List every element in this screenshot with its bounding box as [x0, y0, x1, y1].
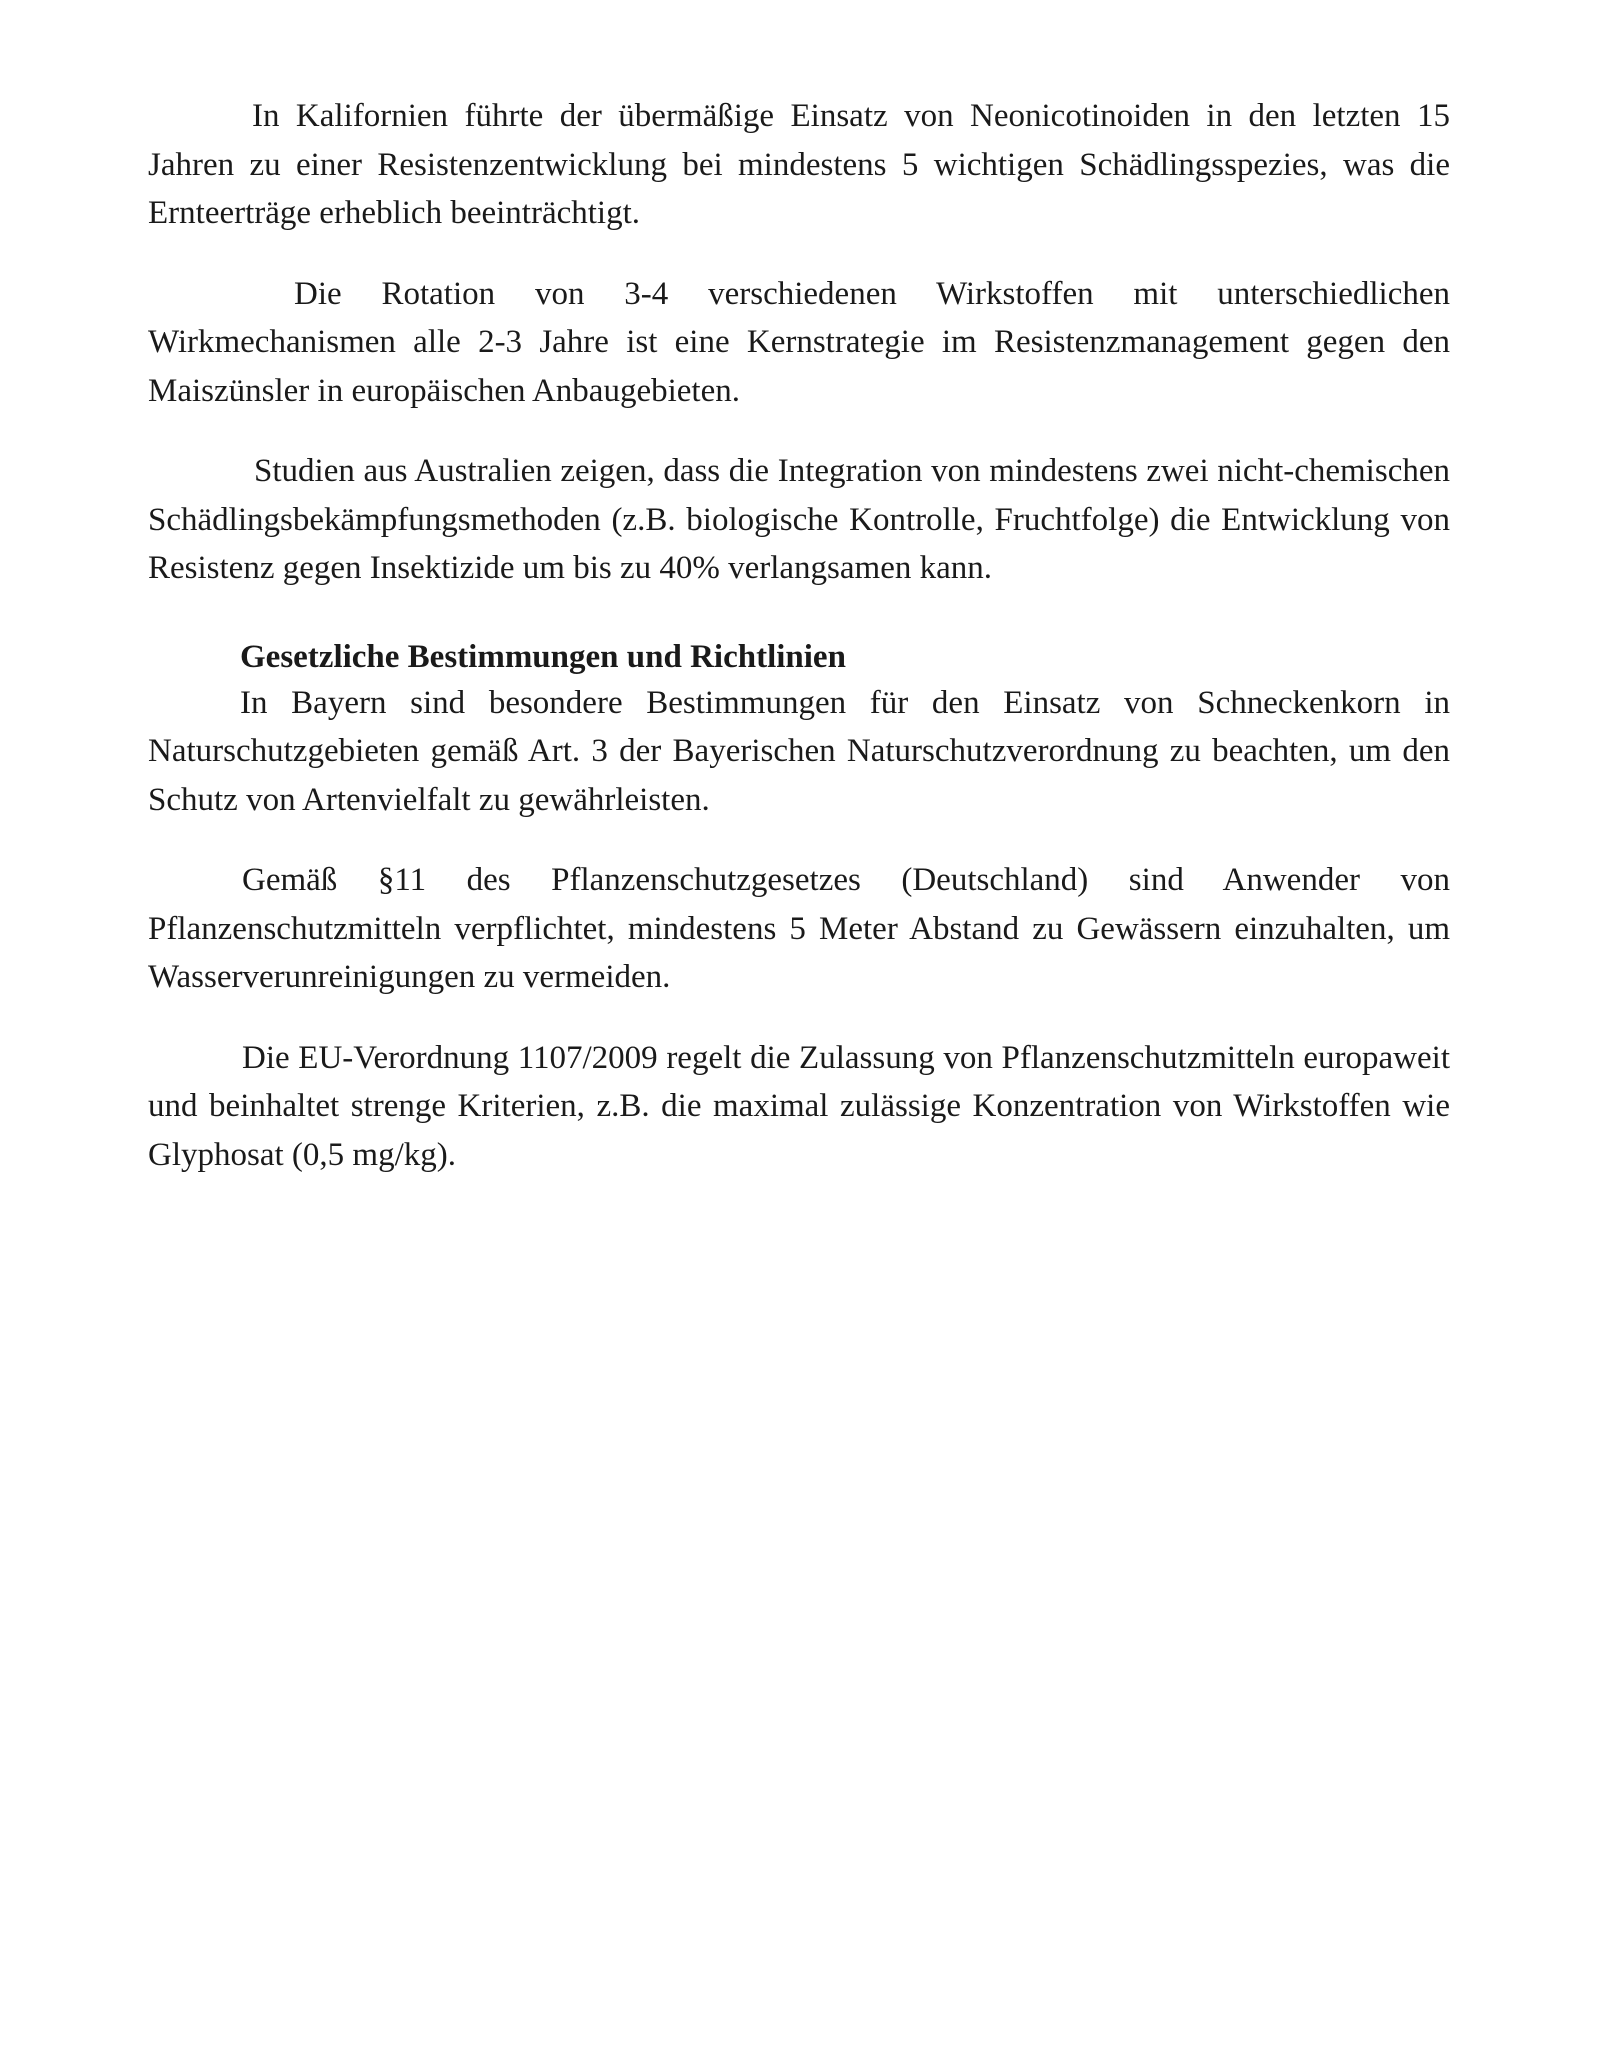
paragraph-bayern: In Bayern sind besondere Bestimmungen für den Einsatz von Schneckenkorn in Naturschutzgebieten gemäß Art. 3 der Bayerischen Naturschutzverordnung zu beachten, um den Schutz von Artenvielfalt zu gewährleisten.: [148, 684, 1450, 818]
document-body: [148, 92, 1450, 1179]
paragraph-kalifornien: In Kalifornien führte der übermäßige Einsatz von Neonicotinoiden in den letzten 15 Jahren zu einer Resistenzentwicklung bei mindestens 5 wichtigen Schädlingsspezies, was die Ernteerträge erheblich beeinträchtigt.: [148, 98, 1450, 231]
paragraph-rotation: Die Rotation von 3-4 verschiedenen Wirkstoffen mit unterschiedlichen Wirkmechanismen alle 2-3 Jahre ist eine Kernstrategie im Resistenzmanagement gegen den Maiszünsler in europäischen Anbaugebieten.: [148, 275, 1450, 409]
paragraph-pflanzenschutzgesetz: Gemäß §11 des Pflanzenschutzgesetzes (Deutschland) sind Anwender von Pflanzenschutzmitteln verpflichtet, mindestens 5 Meter Abstand zu Gewässern einzuhalten, um Wasserverunreinigungen zu vermeiden.: [148, 862, 1450, 995]
paragraph-studien-australien: Studien aus Australien zeigen, dass die Integration von mindestens zwei nicht-chemischen Schädlingsbekämpfungsmethoden (z.B. biologische Kontrolle, Fruchtfolge) die Entwicklung von Resistenz gegen Insektizide um bis zu 40% verlangsamen kann.: [148, 453, 1450, 586]
paragraph-eu-verordnung: Die EU-Verordnung 1107/2009 regelt die Zulassung von Pflanzenschutzmitteln europaweit und beinhaltet strenge Kriterien, z.B. die maximal zulässige Konzentration von Wirkstoffen wie Glyphosat (0,5 mg/kg).: [148, 1039, 1450, 1173]
section-heading: Gesetzliche Bestimmungen und Richtlinien: [240, 638, 846, 675]
